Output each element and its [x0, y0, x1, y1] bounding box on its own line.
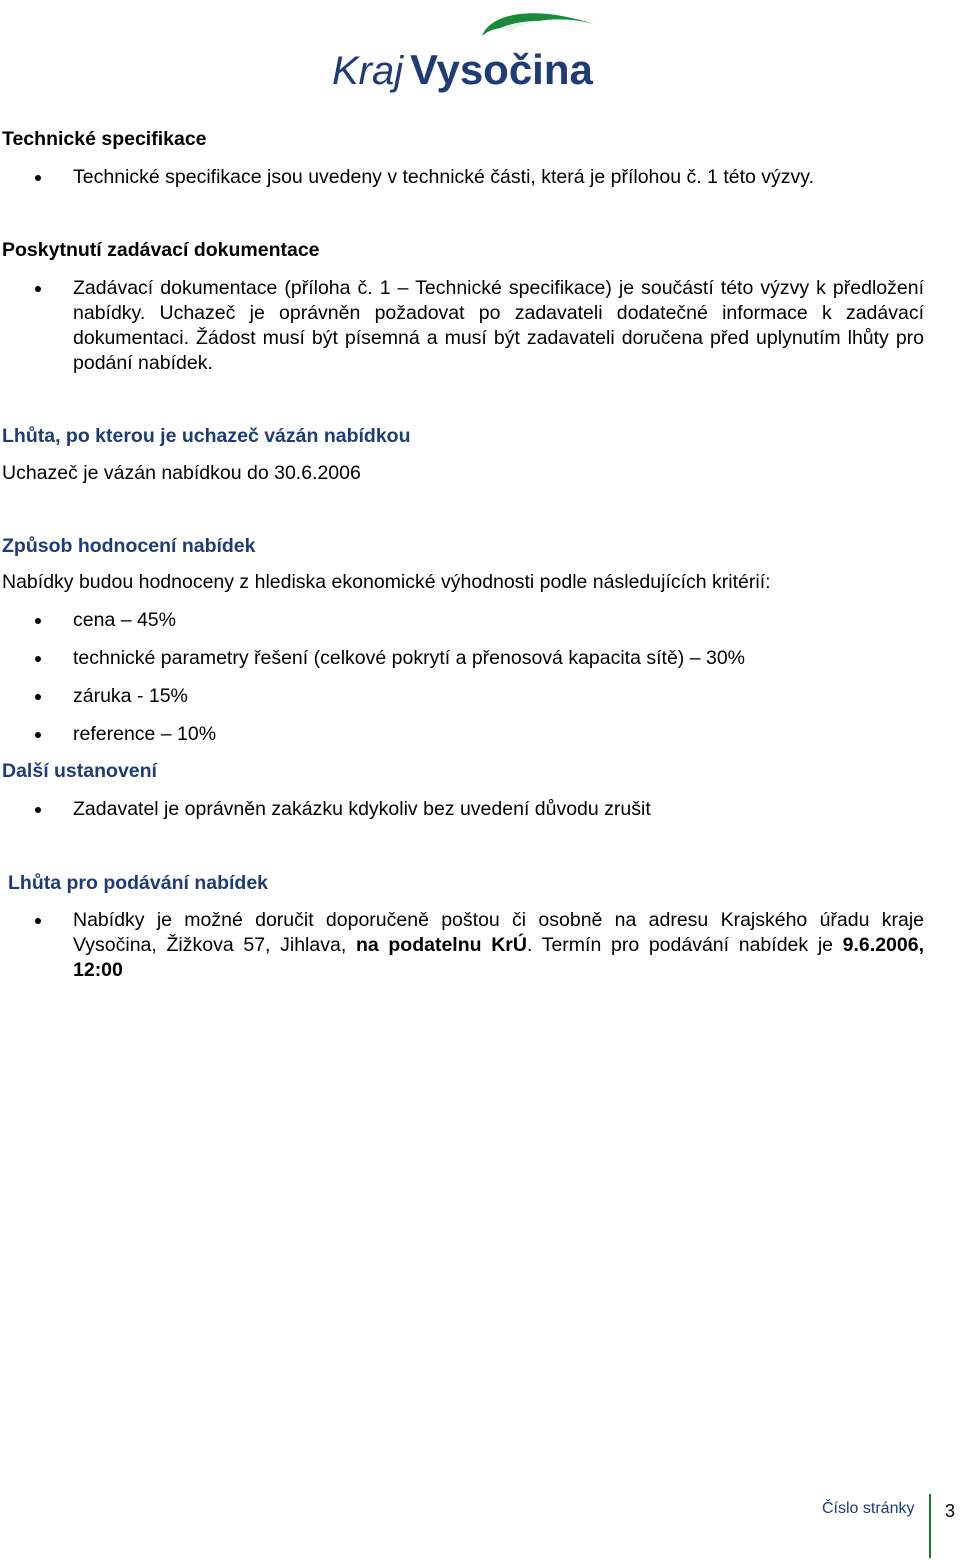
list-item-text: Zadávací dokumentace (příloha č. 1 – Technické specifikace) je součástí této výzvy k předložení nabídky. Uchazeč je oprávněn požadovat po zadavateli dodatečné informace k zadávací dokumentaci. Žádost musí být písemná a musí být zadavateli doručena před uplynutím lhůty pro podání nabídek. — [73, 277, 924, 374]
bullet-icon — [35, 175, 41, 181]
bullet-icon — [35, 656, 41, 662]
evaluation-intro: Nabídky budou hodnoceny z hlediska ekonomické výhodnosti podle následujících kritérií: — [2, 571, 771, 593]
page-number-label: Číslo stránky — [822, 1500, 915, 1517]
heading-evaluation: Způsob hodnocení nabídek — [2, 535, 256, 557]
deadline-text — [73, 908, 924, 983]
list-item-text: Zadavatel je oprávněn zakázku kdykoliv bez uvedení důvodu zrušit — [73, 798, 651, 820]
heading-deadline: Lhůta pro podávání nabídek — [8, 872, 269, 894]
footer-divider — [929, 1494, 931, 1558]
deadline-text-part1: Nabídky je možné doručit doporučeně poštou či osobně na adresu Krajského úřadu kraje Vysočina, Žižkova 57, Jihlava, — [73, 909, 924, 956]
bullet-icon — [35, 694, 41, 700]
logo-word-vysocina: Vysočina — [410, 46, 593, 93]
criterion-text: záruka - 15% — [73, 685, 188, 707]
heading-technical: Technické specifikace — [2, 128, 207, 150]
heading-other: Další ustanovení — [2, 760, 157, 782]
criterion-text: cena – 45% — [73, 609, 176, 631]
kraj-vysocina-logo — [332, 6, 594, 96]
bullet-icon — [35, 286, 41, 292]
logo-word-kraj: Kraj — [332, 49, 404, 93]
deadline-office: na podatelnu KrÚ — [355, 934, 527, 956]
criterion-text: reference – 10% — [73, 723, 217, 745]
bullet-icon — [35, 618, 41, 624]
binding-period-text: Uchazeč je vázán nabídkou do 30.6.2006 — [2, 462, 361, 484]
heading-documentation: Poskytnutí zadávací dokumentace — [2, 239, 320, 261]
list-item-text: Technické specifikace jsou uvedeny v technické části, která je přílohou č. 1 této výzvy. — [73, 166, 814, 188]
page-number: 3 — [945, 1501, 956, 1521]
bullet-icon — [35, 807, 41, 813]
deadline-datetime: 9.6.2006, 12:00 — [73, 934, 924, 981]
heading-binding-period: Lhůta, po kterou je uchazeč vázán nabídkou — [2, 425, 411, 447]
criterion-text: technické parametry řešení (celkové pokrytí a přenosová kapacita sítě) – 30% — [73, 647, 745, 669]
bullet-icon — [35, 918, 41, 924]
deadline-text-part2: . Termín pro podávání nabídek je — [526, 934, 843, 956]
bullet-icon — [35, 732, 41, 738]
